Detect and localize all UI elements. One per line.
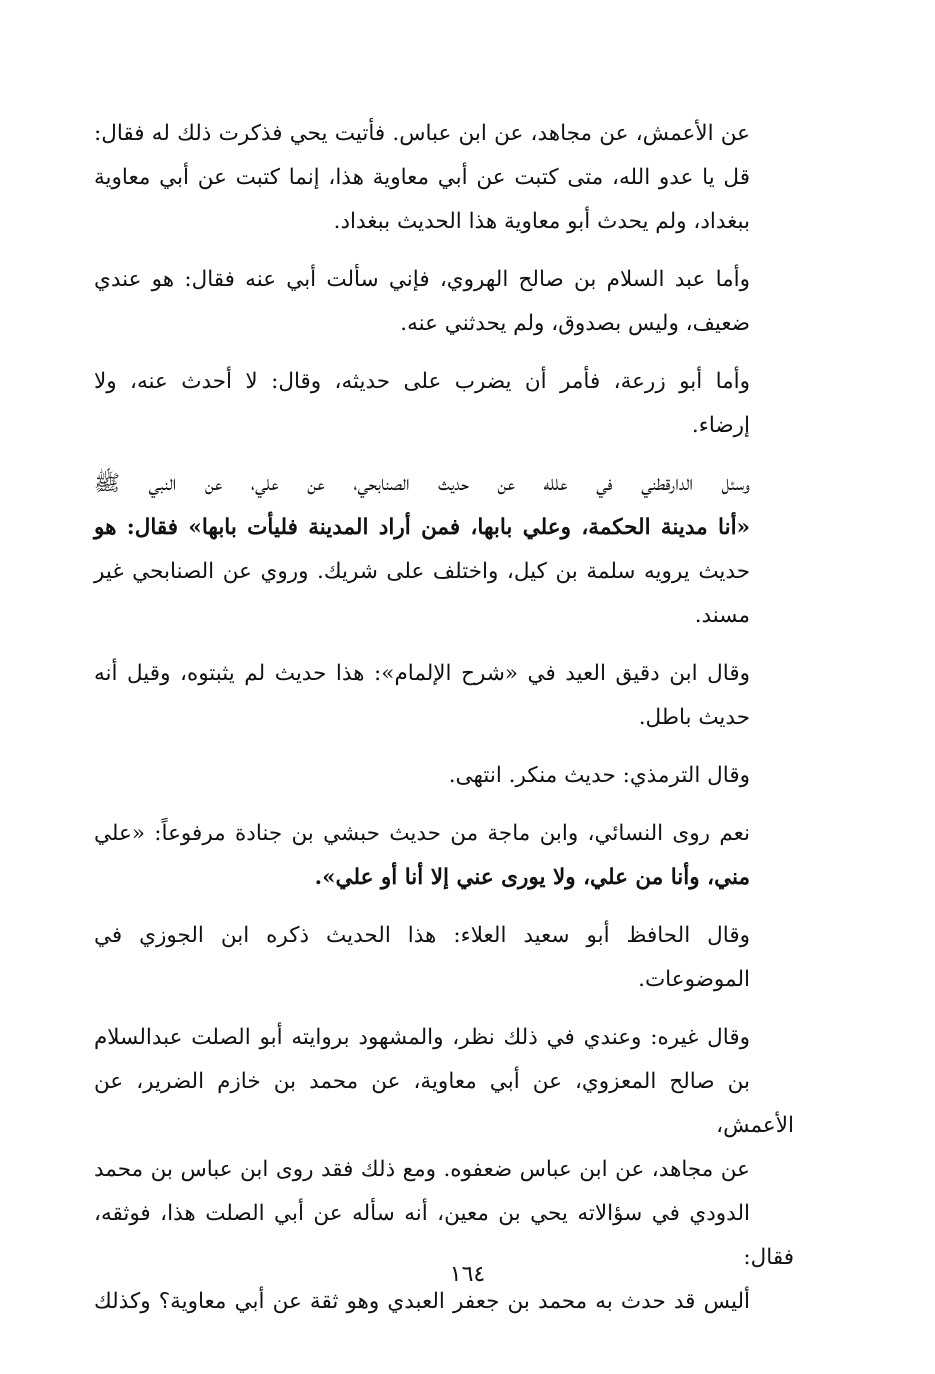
text-line: أليس قد حدث به محمد بن جعفر العبدي وهو ثقة عن أبي معاوية؟ وكذلك (94, 1289, 750, 1314)
text-line: حديث يرويه سلمة بن كيل، واختلف على شريك. وروي عن الصنابحي غير (94, 559, 750, 584)
paragraph-1 (94, 112, 794, 244)
text-line: قل يا عدو الله، متى كتبت عن أبي معاوية هذا، إنما كتبت عن أبي معاوية (94, 165, 750, 190)
text-line: بن صالح المعزوي، عن أبي معاوية، عن محمد بن خازم الضرير، عن الأعمش، (94, 1069, 794, 1138)
page-number: ١٦٤ (449, 1262, 486, 1287)
text-line (94, 506, 794, 550)
hadith-quote: «أنا مدينة الحكمة، وعلي بابها، فمن أراد المدينة فليأت بابها» فقال: هو (94, 515, 750, 540)
text-line: ببغداد، ولم يحدث أبو معاوية هذا الحديث ببغداد. (333, 209, 750, 234)
page-body (94, 112, 794, 1338)
hadith-quote: مني، وأنا من علي، ولا يورى عني إلا أنا أو علي». (314, 865, 750, 890)
text-line: إرضاء. (691, 413, 750, 438)
paragraph-3 (94, 360, 794, 448)
text-line: الموضوعات. (638, 967, 750, 992)
paragraph-5 (94, 652, 794, 740)
text-line: وسئل الدارقطني في علله عن حديث الصنابحي، عن علي، عن النبي ﷺ (94, 471, 750, 496)
text-line: حديث باطل. (638, 705, 750, 730)
paragraph-4 (94, 462, 794, 638)
text-line: وقال غيره: وعندي في ذلك نظر، والمشهود بروايته أبو الصلت عبدالسلام (94, 1025, 750, 1050)
text-line: عن مجاهد، عن ابن عباس ضعفوه. ومع ذلك فقد روى ابن عباس بن محمد (94, 1157, 750, 1182)
text-line: الدودي في سؤالاته يحي بن معين، أنه سأله عن أبي الصلت هذا، فوثقه، فقال: (94, 1201, 794, 1270)
text-line: وأما عبد السلام بن صالح الهروي، فإني سألت أبي عنه فقال: هو عندي (94, 267, 750, 292)
text-line: ضعيف، وليس بصدوق، ولم يحدثني عنه. (400, 311, 750, 336)
text-line: وقال الحافظ أبو سعيد العلاء: هذا الحديث ذكره ابن الجوزي في (94, 923, 750, 948)
text-line: وقال ابن دقيق العيد في «شرح الإلمام»: هذا حديث لم يثبتوه، وقيل أنه (94, 661, 750, 686)
text-line: مسند. (694, 603, 750, 628)
paragraph-6 (94, 754, 794, 798)
paragraph-2 (94, 258, 794, 346)
text-line: عن الأعمش، عن مجاهد، عن ابن عباس. فأتيت يحي فذكرت ذلك له فقال: (94, 121, 750, 146)
text-line: وقال الترمذي: حديث منكر. انتهى. (448, 763, 750, 788)
text-line: وأما أبو زرعة، فأمر أن يضرب على حديثه، وقال: لا أحدث عنه، ولا (94, 369, 750, 394)
paragraph-8 (94, 914, 794, 1002)
text-line: نعم روى النسائي، وابن ماجة من حديث حبشي بن جنادة مرفوعاً: «علي (94, 821, 750, 846)
paragraph-7 (94, 812, 794, 900)
text-line (94, 856, 794, 900)
